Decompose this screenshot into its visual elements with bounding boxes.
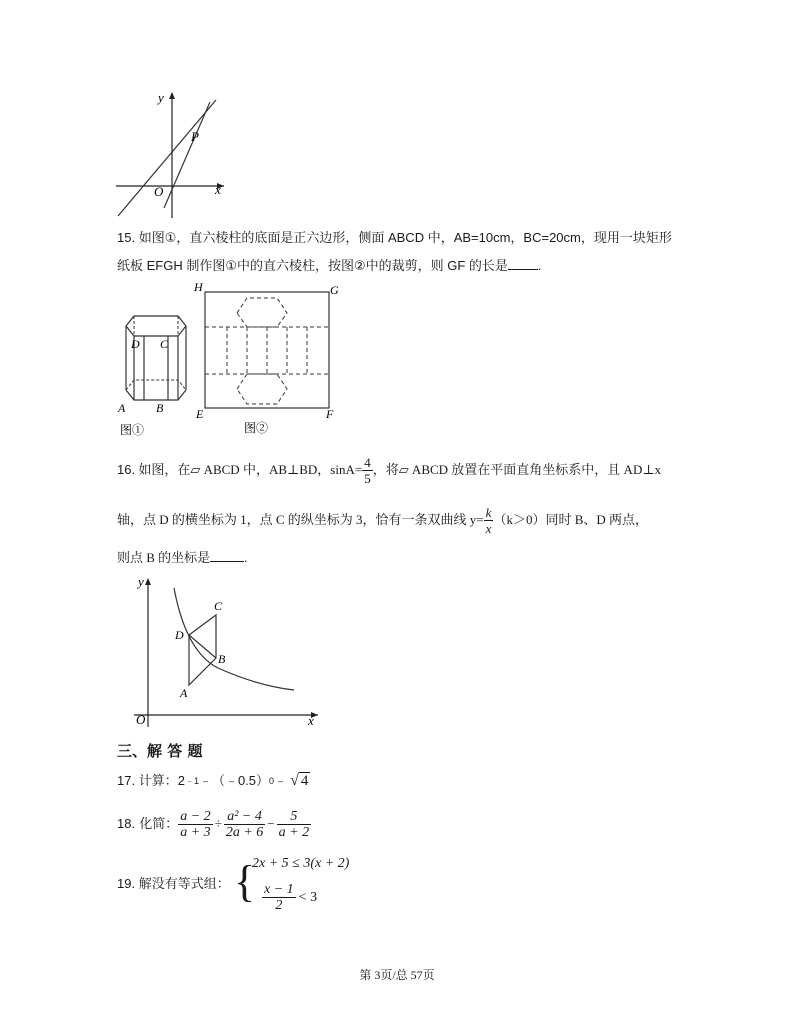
point-p-label: P [191,129,199,144]
hyperbola-curve [174,588,294,690]
dashed-net [205,298,329,404]
q16-text-2a: 轴，点 D 的横坐标为 1，点 C 的纵坐标为 3，恰有一条双曲线 y= [117,512,484,527]
q19-number: 19. [117,876,136,891]
ineq2-fraction: $\frac{x - 1}{2}$ [264,882,294,913]
origin-label: O [136,712,146,727]
q15-number: 15. [117,230,136,245]
q17-exponent-zero: 0 [269,775,275,786]
page-footer: 第 3页/总 57页 [359,968,435,982]
q15-text-2: 纸板 EFGH 制作图①中的直六棱柱，按图②中的裁剪，则 GF 的长是 [117,258,508,273]
caption-fig2: 图② [244,421,269,435]
q16-text-2b: （k＞0）同时 B、D 两点， [493,512,648,527]
label-a: A [118,401,126,415]
figure-hex-prism [116,310,196,440]
q18-number: 18. [117,816,136,831]
y-label: y [158,90,164,105]
q16-line3: 则点 B 的坐标是 . [117,550,248,565]
q16-number: 16. [117,462,136,477]
label-d: D [131,337,140,351]
origin-label: O [154,184,164,199]
answer-blank-16[interactable] [210,561,244,562]
divide-sign: ÷ [214,816,222,831]
q18 [117,804,311,844]
q15-period: . [537,258,542,273]
q15-line1 [117,230,672,246]
fraction-3: $\frac{5}{a + 2}$ [278,808,310,840]
brace: { [234,857,256,906]
section-heading: 三、解 答 题 [117,742,203,760]
label-f: F [326,407,334,421]
x-label: x [215,182,221,197]
q17 [117,772,310,789]
answer-blank[interactable] [508,269,538,270]
y-axis-arrow [169,92,175,99]
prism-top [126,316,186,336]
label-b: B [156,401,164,415]
figure-lines [112,88,228,220]
q17-number: 17. [117,772,136,788]
q16-text-1a: 如图，在▱ ABCD 中，AB⊥BD，sinA= [138,462,363,477]
figure-hyperbola [128,572,324,732]
q16-text-3: 则点 B 的坐标是 [117,550,211,565]
q19-label: 解没有等式组： [138,876,230,891]
parallelogram-abcd [189,615,216,685]
inequality-1: 2x + 5 ≤ 3(x + 2) [252,856,350,871]
x-label: x [308,713,314,728]
label-b: B [218,652,226,666]
q15-line2 [117,258,542,274]
label-h: H [194,280,203,294]
sin-fraction: $\frac{4}{5}$ [364,454,371,486]
line-1 [118,100,216,216]
sqrt-radicand: 4 [300,773,309,789]
caption-fig1: 图① [120,423,145,437]
label-d: D [175,628,184,642]
inequality-2 [262,882,317,913]
label-e: E [196,407,204,421]
label-c: C [214,599,223,613]
q16-line1 [117,452,661,488]
label-c: C [160,337,169,351]
q16-text-1b: ，将▱ ABCD 放置在平面直角坐标系中，且 AD⊥x [372,462,662,477]
fraction-1: $\frac{a - 2}{a + 3}$ [180,808,211,840]
q17-mid: ﹣（﹣0.5） [198,772,270,788]
ineq2-right: < 3 [298,889,318,905]
fraction-2: $\frac{\text{a² − 4}}{2a + 6}$ [225,808,264,840]
q19-label-line [117,876,230,892]
prism-hidden-edges [126,380,186,390]
label-g: G [330,283,339,297]
q18-label: 化简： [139,816,179,831]
q17-exponent: ﹣1 [184,775,199,786]
k-over-x-fraction: $\frac{k}{x}$ [485,504,492,536]
minus-sign: − [267,816,275,831]
q17-end: ﹣ [274,772,288,788]
q17-text: 计算：2 [138,772,185,788]
sqrt-symbol: √ [290,771,299,789]
diagonal-bd [189,635,216,658]
line-2 [164,102,210,208]
label-a: A [180,686,188,700]
figure-net-efgh [192,280,348,442]
q16-line2 [117,502,648,538]
y-label: y [138,574,144,589]
q15-text-1: 如图①，直六棱柱的底面是正六边形，侧面 ABCD 中，AB=10cm，BC=20cm，现用一块矩形 [138,230,672,245]
